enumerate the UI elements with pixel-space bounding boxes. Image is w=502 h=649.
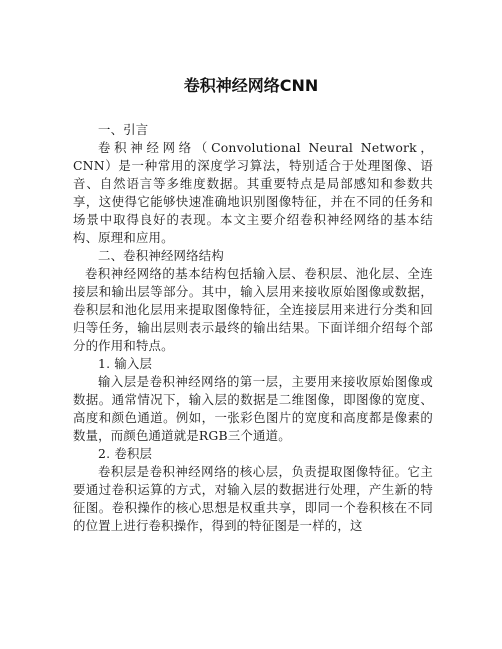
subheading-conv-layer: 2. 卷积层 <box>98 446 153 461</box>
page-title: 卷积神经网络CNN <box>183 76 319 95</box>
section-heading-structure: 二、卷积神经网络结构 <box>98 248 224 263</box>
paragraph-intro: 卷积神经网络（Convolutional Neural Network，CNN）是一种常用的深度学习算法，特别适合于处理图像、语音、自然语言等多维度数据。其重要特点是局部感知和参数共享，这使得它能够快速准确地识别图像特征，并在不同的任务和场景中取得良好的表现。本文主要介绍卷积神经网络的基本结构、原理和应用。 <box>73 140 433 245</box>
subheading-input-layer: 1. 输入层 <box>98 356 153 371</box>
paragraph-input-layer: 输入层是卷积神经网络的第一层，主要用来接收原始图像或数据。通常情况下，输入层的数据是二维图像，即图像的宽度、高度和颜色通道。例如，一张彩色图片的宽度和高度都是像素的数量，而颜色通道就是RGB三个通道。 <box>73 374 433 443</box>
document-body <box>73 121 433 535</box>
paragraph-structure: 卷积神经网络的基本结构包括输入层、卷积层、池化层、全连接层和输出层等部分。其中，输入层用来接收原始图像或数据，卷积层和池化层用来提取图像特征，全连接层用来进行分类和回归等任务，输出层则表示最终的输出结果。下面详细介绍每个部分的作用和特点。 <box>73 266 433 353</box>
section-heading-intro: 一、引言 <box>98 122 149 137</box>
paragraph-conv-layer: 卷积层是卷积神经网络的核心层，负责提取图像特征。它主要通过卷积运算的方式，对输入层的数据进行处理，产生新的特征图。卷积操作的核心思想是权重共享，即同一个卷积核在不同的位置上进行卷积操作，得到的特征图是一样的，这 <box>73 464 433 533</box>
